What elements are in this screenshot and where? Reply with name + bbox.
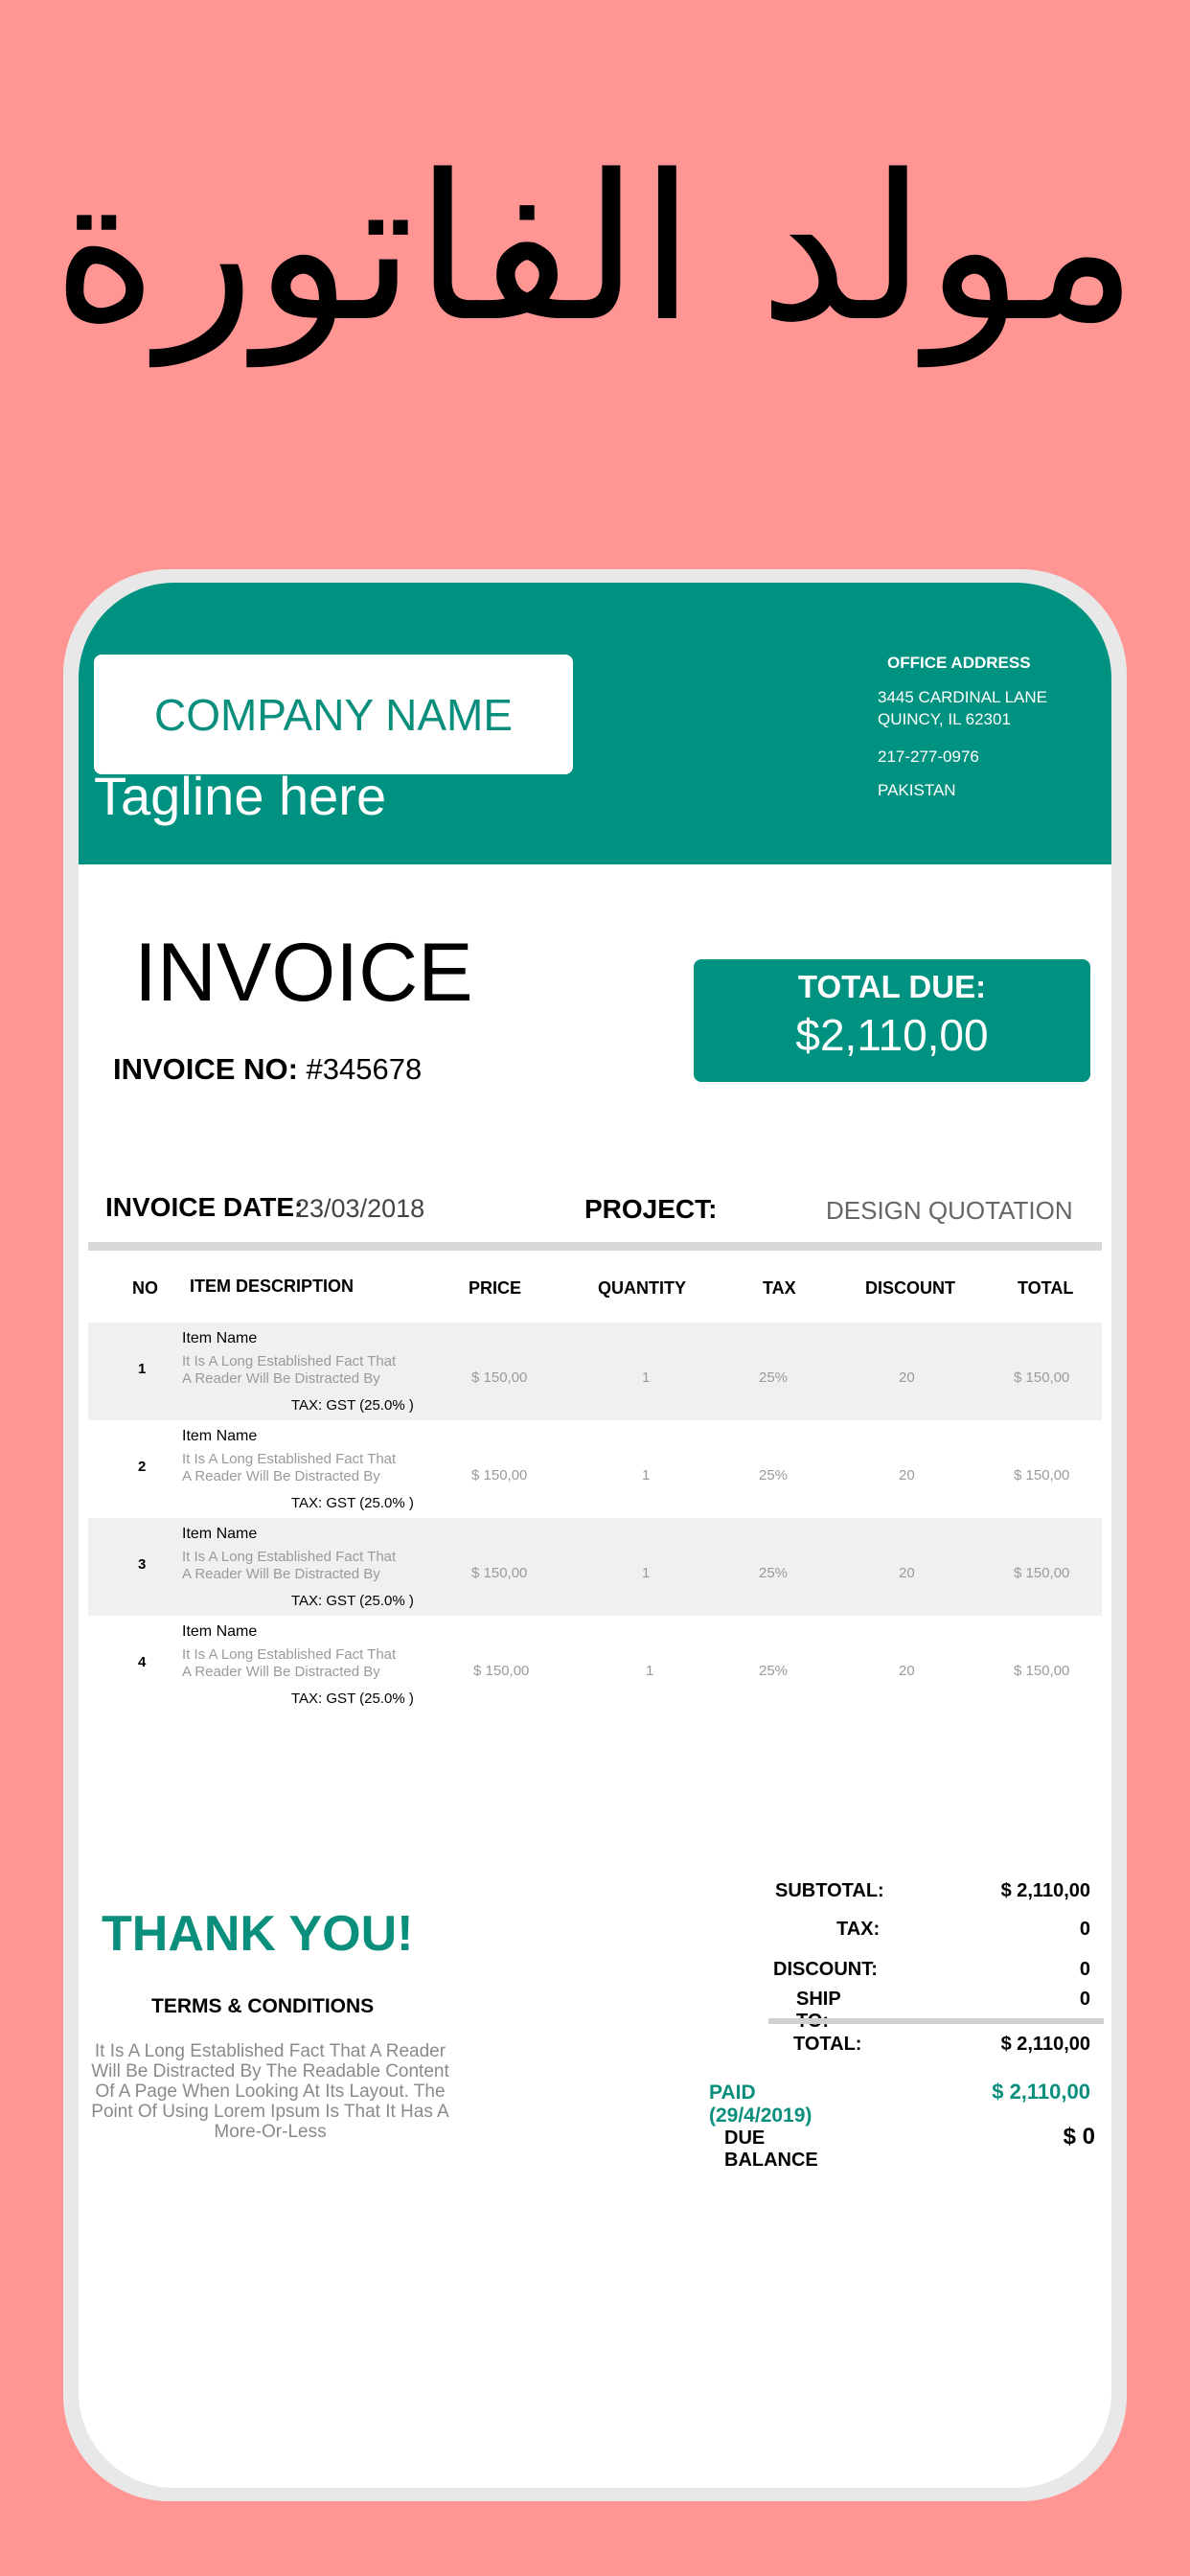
divider: [88, 1242, 1102, 1251]
item-quantity: 1: [646, 1663, 654, 1679]
row-no: 1: [138, 1361, 147, 1377]
office-address-title: OFFICE ADDRESS: [887, 654, 1031, 672]
subtotal-label: SUBTOTAL:: [775, 1880, 884, 1901]
table-row[interactable]: [88, 1420, 1102, 1518]
item-tax-line: TAX: GST (25.0% ): [291, 1397, 414, 1414]
col-tax: TAX: [763, 1278, 796, 1298]
item-tax-line: TAX: GST (25.0% ): [291, 1495, 414, 1511]
office-country: PAKISTAN: [878, 781, 956, 799]
item-description: It Is A Long Established Fact That A Reader Will Be Distracted By: [182, 1646, 397, 1680]
tax-value: 0: [1079, 1919, 1090, 1940]
col-total: TOTAL: [1018, 1278, 1074, 1298]
invoice-number[interactable]: [113, 1052, 422, 1087]
thank-you: THANK YOU!: [102, 1906, 414, 1962]
col-no: NO: [132, 1278, 158, 1298]
total-label: TOTAL:: [793, 2034, 862, 2055]
total-value: $ 2,110,00: [1000, 2034, 1090, 2055]
paid-value: $ 2,110,00: [992, 2080, 1090, 2104]
ship-to-label: SHIP: [796, 1989, 841, 2010]
table-row[interactable]: [88, 1518, 1102, 1616]
item-tax: 25%: [759, 1565, 789, 1581]
item-price: $ 150,00: [473, 1663, 530, 1679]
item-description: It Is A Long Established Fact That A Reader Will Be Distracted By: [182, 1353, 397, 1387]
terms-text[interactable]: It Is A Long Established Fact That A Reader Will Be Distracted By The Readable Content Of A Page When Looking At Its Layout. The Point Of Using Lorem Ipsum Is That It Has A More-Or-Less: [91, 2041, 449, 2142]
invoice-date-value[interactable]: 23/03/2018: [295, 1194, 425, 1223]
item-discount: 20: [899, 1467, 915, 1484]
invoice-preview: [79, 583, 1111, 2488]
totals-divider: [768, 2018, 1104, 2024]
invoice-date-label: INVOICE DATE:: [105, 1192, 304, 1222]
item-tax: 25%: [759, 1369, 789, 1386]
col-discount: DISCOUNT: [865, 1278, 955, 1298]
due-balance-value: $ 0: [1063, 2124, 1095, 2150]
subtotal-value: $ 2,110,00: [1000, 1880, 1090, 1901]
item-total: $ 150,00: [1014, 1565, 1070, 1581]
item-total: $ 150,00: [1014, 1467, 1070, 1484]
invoice-header: [79, 583, 1111, 864]
col-price: PRICE: [469, 1278, 522, 1298]
item-price: $ 150,00: [471, 1467, 528, 1484]
item-discount: 20: [899, 1663, 915, 1679]
item-tax: 25%: [759, 1467, 789, 1484]
discount-label: DISCOUNT:: [773, 1959, 878, 1980]
invoice-title: INVOICE: [134, 927, 473, 1019]
row-no: 4: [138, 1654, 147, 1670]
company-name[interactable]: COMPANY NAME: [94, 655, 573, 774]
item-price: $ 150,00: [471, 1565, 528, 1581]
tax-label: TAX:: [836, 1919, 881, 1940]
item-name: Item Name: [182, 1623, 258, 1640]
project-value[interactable]: DESIGN QUOTATION: [826, 1196, 1073, 1225]
col-item-description: ITEM DESCRIPTION: [190, 1276, 355, 1296]
ship-to-value: 0: [1079, 1989, 1090, 2010]
row-no: 2: [138, 1459, 147, 1475]
address-line-1: 3445 CARDINAL LANE: [878, 688, 1048, 706]
table-row[interactable]: [88, 1322, 1102, 1420]
item-description: It Is A Long Established Fact That A Reader Will Be Distracted By: [182, 1451, 397, 1484]
item-name: Item Name: [182, 1330, 258, 1346]
item-total: $ 150,00: [1014, 1369, 1070, 1386]
hero-title: مولد الفاتورة: [52, 131, 1138, 366]
row-no: 3: [138, 1556, 147, 1573]
item-quantity: 1: [642, 1565, 651, 1581]
item-quantity: 1: [642, 1369, 651, 1386]
invoice-number-label: INVOICE NO:: [113, 1052, 298, 1086]
invoice-number-value: #345678: [306, 1052, 423, 1086]
item-tax-line: TAX: GST (25.0% ): [291, 1690, 414, 1707]
office-address[interactable]: [878, 654, 1047, 801]
office-phone: 217-277-0976: [878, 748, 979, 766]
discount-value: 0: [1079, 1959, 1090, 1980]
item-tax: 25%: [759, 1663, 789, 1679]
address-line-2: QUINCY, IL 62301: [878, 710, 1011, 728]
terms-title: TERMS & CONDITIONS: [151, 1995, 375, 2017]
item-quantity: 1: [642, 1467, 651, 1484]
invoice-meta: [105, 1186, 1092, 1230]
item-name: Item Name: [182, 1526, 258, 1542]
total-due-label: TOTAL DUE:: [797, 969, 987, 1004]
due-balance-label: DUE BALANCE: [724, 2128, 818, 2171]
item-discount: 20: [899, 1369, 915, 1386]
table-header: [88, 1265, 1102, 1313]
item-discount: 20: [899, 1565, 915, 1581]
col-quantity: QUANTITY: [598, 1278, 686, 1298]
project-label: PROJECT:: [584, 1194, 718, 1224]
paid-label: PAID (29/4/2019): [709, 2082, 812, 2127]
tagline[interactable]: Tagline here: [94, 766, 387, 826]
item-price: $ 150,00: [471, 1369, 528, 1386]
item-name: Item Name: [182, 1428, 258, 1444]
total-due-box: [694, 959, 1090, 1082]
table-row[interactable]: [88, 1616, 1102, 1714]
item-description: It Is A Long Established Fact That A Reader Will Be Distracted By: [182, 1549, 397, 1582]
item-tax-line: TAX: GST (25.0% ): [291, 1593, 414, 1609]
item-total: $ 150,00: [1014, 1663, 1070, 1679]
total-due-value: $2,110,00: [795, 1010, 989, 1060]
